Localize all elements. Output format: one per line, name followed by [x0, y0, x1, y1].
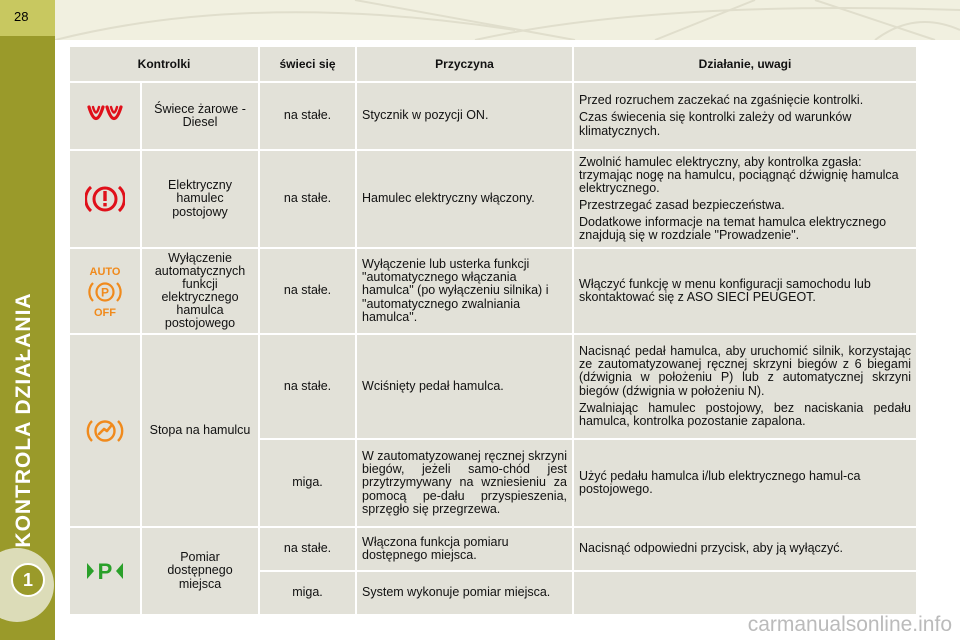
table-row-park-assist	[69, 527, 917, 571]
table-row-foot-on-brake	[69, 334, 917, 439]
header-swieci-sie: świeci się	[259, 46, 356, 82]
warning-lights-table	[68, 45, 918, 616]
auto-p-off-icon	[85, 264, 125, 318]
light-action	[573, 571, 917, 615]
light-cause: Hamulec elektryczny włączony.	[356, 150, 573, 248]
light-state: na stałe.	[259, 150, 356, 248]
page-number-box	[0, 0, 55, 36]
table-row-auto-brake-off	[69, 248, 917, 334]
table-row-glow-plugs	[69, 82, 917, 150]
glow-plug-icon	[87, 104, 123, 128]
page-number: 28	[14, 9, 29, 24]
light-state: na stałe.	[259, 527, 356, 571]
light-cause: System wykonuje pomiar miejsca.	[356, 571, 573, 615]
light-name: Stopa na hamulcu	[141, 334, 259, 527]
icon-text-p: P	[100, 285, 110, 300]
action-text: Włączyć funkcję w menu konfiguracji samochodu lub skontaktować się z ASO SIECI PEUGEOT.	[579, 276, 871, 304]
light-state: na stałe.	[259, 248, 356, 334]
action-text: Nacisnąć pedał hamulca, aby uruchomić silnik, korzystając ze zautomatyzowanej ręcznej skrzyni biegów z 6 biegami (dźwignia w położeniu P) lub z automatycznej skrzyni biegów (dźwignia w położeniu N).	[579, 344, 912, 398]
watermark: carmanualsonline.info	[747, 613, 952, 636]
section-title: KONTROLA DZIAŁANIA	[12, 292, 35, 548]
action-text: Przed rozruchem zaczekać na zgaśnięcie kontrolki.	[579, 93, 864, 108]
icon-cell	[69, 248, 141, 334]
header-przyczyna: Przyczyna	[356, 46, 573, 82]
light-action	[573, 334, 917, 439]
action-text: Użyć pedału hamulca i/lub elektrycznego hamul-ca postojowego.	[579, 468, 861, 496]
header-dzialanie: Działanie, uwagi	[573, 46, 917, 82]
light-state: miga.	[259, 439, 356, 527]
table-row-electric-brake	[69, 150, 917, 248]
icon-cell	[69, 82, 141, 150]
icon-cell	[69, 334, 141, 527]
light-name: Świece żarowe - Diesel	[141, 82, 259, 150]
light-cause: Włączona funkcja pomiaru dostępnego miejsca.	[356, 527, 573, 571]
icon-text-off: OFF	[94, 307, 116, 318]
light-cause: Wciśnięty pedał hamulca.	[356, 334, 573, 439]
light-name: Elektryczny hamulec postojowy	[141, 150, 259, 248]
action-text: Przestrzegać zasad bezpieczeństwa.	[579, 198, 785, 212]
park-assist-icon	[85, 559, 125, 583]
icon-text-auto: AUTO	[89, 266, 121, 278]
action-text: Nacisnąć odpowiedni przycisk, aby ją wyłączyć.	[579, 541, 844, 556]
light-state: miga.	[259, 571, 356, 615]
light-cause: Wyłączenie lub usterka funkcji "automatycznego włączania hamulca" (po wyłączeniu silnika) i "automatycznego zwalniania hamulca".	[356, 248, 573, 334]
light-name: Pomiar dostępnego miejsca	[141, 527, 259, 615]
header-decoration	[55, 0, 960, 40]
table-header-row	[69, 46, 917, 82]
foot-on-brake-icon	[85, 416, 125, 446]
action-text: Czas świecenia się kontrolki zależy od warunków klimatycznych.	[579, 110, 852, 138]
action-text: Zwalniając hamulec postojowy, bez naciskania pedału hamulca, kontrolka pozostanie zapalona.	[579, 400, 912, 428]
light-cause: Stycznik w pozycji ON.	[356, 82, 573, 150]
icon-cell	[69, 150, 141, 248]
brake-warning-icon	[85, 182, 125, 216]
light-action	[573, 150, 917, 248]
light-action	[573, 439, 917, 527]
action-text: Zwolnić hamulec elektryczny, aby kontrolka zgasła: trzymając nogę na hamulcu, pociągnąć dźwignię hamulca elektrycznego.	[579, 154, 899, 195]
light-action	[573, 248, 917, 334]
light-cause: W zautomatyzowanej ręcznej skrzyni biegów, jeżeli samo-chód jest przytrzymywany na wzniesieniu za pomocą pe-dału przyspieszenia, sprzęgło się przegrzewa.	[356, 439, 573, 527]
svg-text:P: P	[97, 559, 113, 583]
light-action	[573, 82, 917, 150]
light-name: Wyłączenie automatycznych funkcji elektrycznego hamulca postojowego	[141, 248, 259, 334]
header-kontrolki: Kontrolki	[69, 46, 259, 82]
light-state: na stałe.	[259, 82, 356, 150]
light-action	[573, 527, 917, 571]
chapter-badge: 1	[11, 563, 45, 597]
light-state: na stałe.	[259, 334, 356, 439]
action-text: Dodatkowe informacje na temat hamulca elektrycznego znajdują się w rozdziale "Prowadzenie".	[579, 215, 887, 243]
icon-cell	[69, 527, 141, 615]
